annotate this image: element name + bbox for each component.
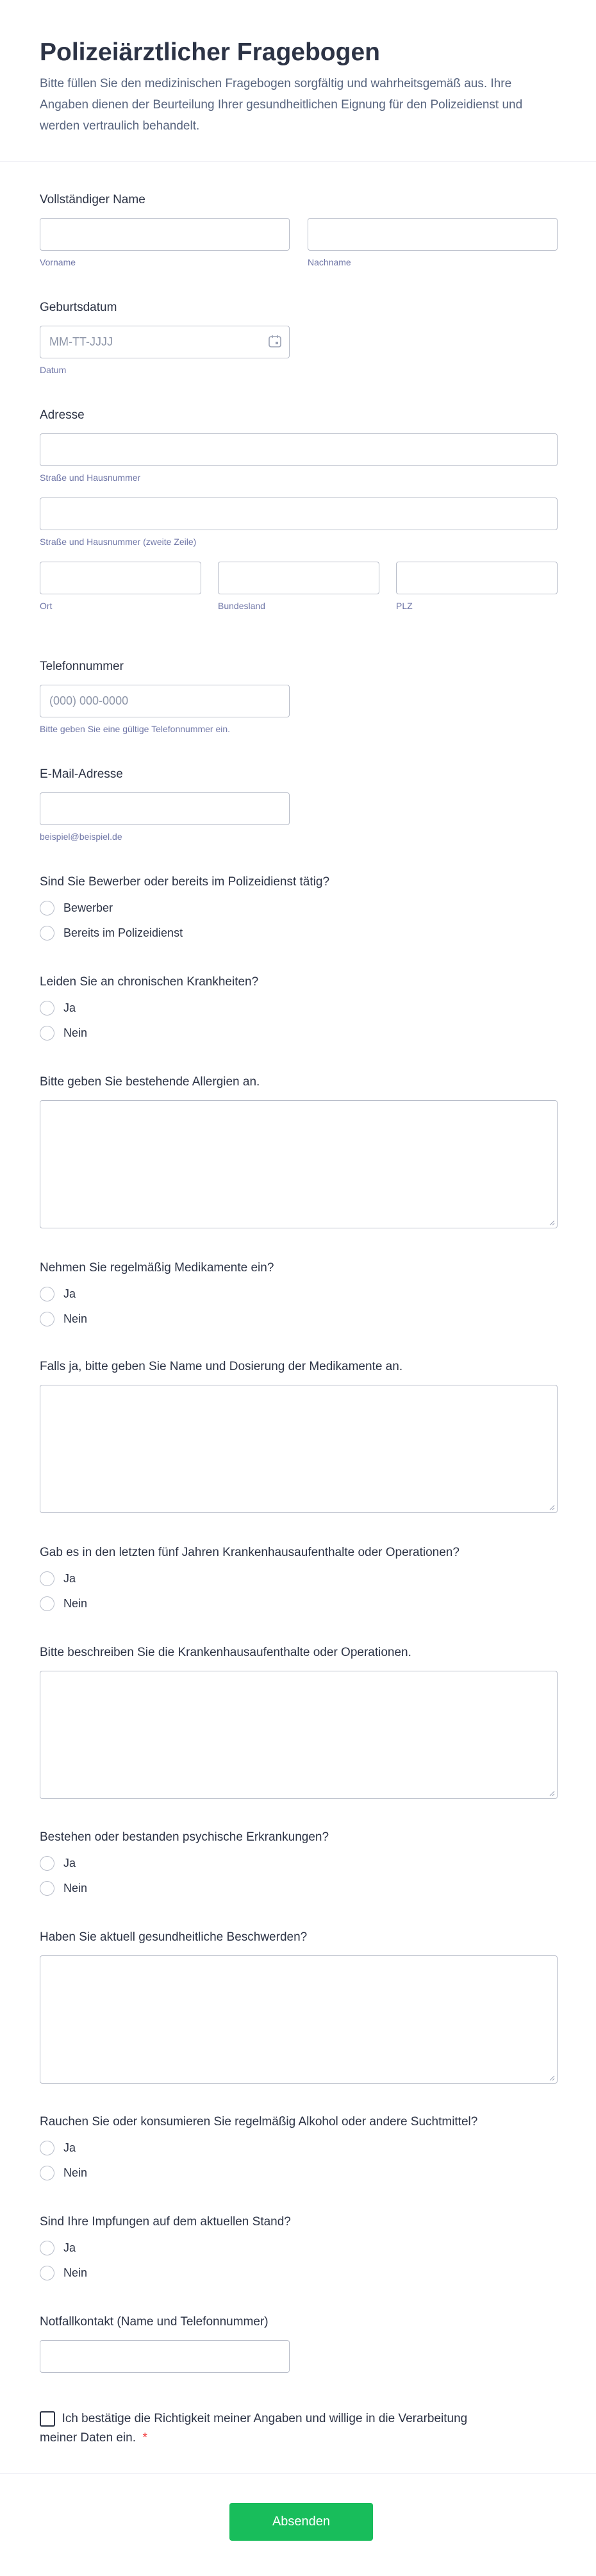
consent-text: Ich bestätige die Richtigkeit meiner Angaben und willige in die Verarbeitung meiner Daten ein. bbox=[40, 2412, 468, 2445]
radio-option[interactable] bbox=[40, 1311, 558, 1326]
radio-option[interactable] bbox=[40, 925, 558, 941]
first-name-sublabel: Vorname bbox=[40, 257, 76, 267]
radio-option[interactable] bbox=[40, 900, 558, 916]
radio-label: Bewerber bbox=[63, 901, 113, 914]
hospital-detail-label: Bitte beschreiben Sie die Krankenhausaufenthalte oder Operationen. bbox=[40, 1646, 411, 1659]
emergency-label: Notfallkontakt (Name und Telefonnummer) bbox=[40, 2315, 269, 2329]
state-sublabel: Bundesland bbox=[218, 601, 265, 611]
phone-field bbox=[40, 659, 558, 735]
address-field bbox=[40, 408, 558, 612]
chronic-label: Leiden Sie an chronischen Krankheiten? bbox=[40, 975, 259, 989]
radio-label: Nein bbox=[63, 1596, 88, 1610]
radio-button[interactable] bbox=[40, 2141, 54, 2155]
zip-input[interactable] bbox=[396, 562, 558, 594]
email-label: E-Mail-Adresse bbox=[40, 767, 123, 781]
phone-sublabel: Bitte geben Sie eine gültige Telefonnummer ein. bbox=[40, 724, 231, 734]
birthdate-sublabel: Datum bbox=[40, 365, 67, 375]
radio-button[interactable] bbox=[40, 1001, 54, 1016]
radio-option[interactable] bbox=[40, 2140, 558, 2155]
street-input[interactable] bbox=[40, 433, 558, 466]
state-input[interactable] bbox=[218, 562, 379, 594]
phone-label: Telefonnummer bbox=[40, 660, 124, 673]
complaints-textarea[interactable] bbox=[40, 1955, 558, 2084]
radio-label: Nein bbox=[63, 1881, 88, 1894]
chronic-question bbox=[40, 974, 558, 1050]
psych-label: Bestehen oder bestanden psychische Erkrankungen? bbox=[40, 1830, 329, 1844]
radio-label: Nein bbox=[63, 1312, 88, 1325]
birthdate-input[interactable]: MM-TT-JJJJ bbox=[40, 326, 290, 358]
resize-handle-icon[interactable] bbox=[549, 1504, 555, 1510]
street2-input[interactable] bbox=[40, 498, 558, 530]
radio-button[interactable] bbox=[40, 1596, 54, 1611]
last-name-input[interactable] bbox=[308, 218, 558, 251]
allergies-question bbox=[40, 1075, 558, 1228]
radio-option[interactable] bbox=[40, 1000, 558, 1016]
name-field bbox=[40, 192, 558, 268]
radio-option[interactable] bbox=[40, 1596, 558, 1611]
radio-option[interactable] bbox=[40, 1880, 558, 1896]
radio-button[interactable] bbox=[40, 1571, 54, 1586]
resize-handle-icon[interactable] bbox=[549, 1219, 555, 1226]
zip-sublabel: PLZ bbox=[396, 601, 413, 611]
consent-text-block bbox=[40, 2409, 488, 2448]
required-mark: * bbox=[142, 2431, 147, 2445]
radio-button[interactable] bbox=[40, 1312, 54, 1326]
consent-field bbox=[40, 2409, 488, 2448]
meds-detail-textarea[interactable] bbox=[40, 1385, 558, 1513]
radio-option[interactable] bbox=[40, 1855, 558, 1871]
radio-button[interactable] bbox=[40, 1026, 54, 1041]
radio-label: Ja bbox=[63, 1856, 76, 1869]
radio-button[interactable] bbox=[40, 1881, 54, 1896]
radio-option[interactable] bbox=[40, 2165, 558, 2180]
allergies-label: Bitte geben Sie bestehende Allergien an. bbox=[40, 1075, 260, 1089]
radio-label: Ja bbox=[63, 1001, 76, 1014]
name-label: Vollständiger Name bbox=[40, 193, 145, 206]
complaints-question bbox=[40, 1930, 558, 2084]
hospital-detail-textarea[interactable] bbox=[40, 1671, 558, 1799]
vaccination-question bbox=[40, 2214, 558, 2290]
radio-label: Bereits im Polizeidienst bbox=[63, 926, 183, 939]
radio-option[interactable] bbox=[40, 2265, 558, 2280]
birthdate-field bbox=[40, 300, 558, 376]
email-input[interactable] bbox=[40, 792, 290, 825]
radio-label: Ja bbox=[63, 1571, 76, 1585]
radio-option[interactable] bbox=[40, 1571, 558, 1586]
radio-label: Ja bbox=[63, 1287, 76, 1300]
calendar-icon[interactable] bbox=[268, 334, 282, 348]
resize-handle-icon[interactable] bbox=[549, 1790, 555, 1796]
consent-checkbox[interactable] bbox=[40, 2411, 55, 2427]
radio-button[interactable] bbox=[40, 926, 54, 941]
resize-handle-icon[interactable] bbox=[549, 2075, 555, 2081]
radio-option[interactable] bbox=[40, 2240, 558, 2255]
radio-label: Ja bbox=[63, 2241, 76, 2254]
emergency-field bbox=[40, 2314, 558, 2373]
page-title: Polizeiärztlicher Fragebogen bbox=[40, 38, 380, 66]
radio-button[interactable] bbox=[40, 1856, 54, 1871]
emergency-input[interactable] bbox=[40, 2340, 290, 2373]
radio-option[interactable] bbox=[40, 1286, 558, 1301]
status-label: Sind Sie Bewerber oder bereits im Polizeidienst tätig? bbox=[40, 875, 330, 889]
radio-button[interactable] bbox=[40, 901, 54, 916]
street2-sublabel: Straße und Hausnummer (zweite Zeile) bbox=[40, 537, 197, 547]
email-sublabel: beispiel@beispiel.de bbox=[40, 832, 122, 842]
radio-button[interactable] bbox=[40, 1287, 54, 1301]
radio-button[interactable] bbox=[40, 2241, 54, 2255]
radio-label: Nein bbox=[63, 2166, 88, 2179]
radio-label: Nein bbox=[63, 2266, 88, 2279]
radio-button[interactable] bbox=[40, 2266, 54, 2280]
submit-button[interactable]: Absenden bbox=[229, 2503, 373, 2541]
complaints-label: Haben Sie aktuell gesundheitliche Beschwerden? bbox=[40, 1930, 308, 1944]
meds-label: Nehmen Sie regelmäßig Medikamente ein? bbox=[40, 1261, 274, 1275]
hospital-detail-question bbox=[40, 1645, 558, 1799]
address-label: Adresse bbox=[40, 408, 85, 422]
vaccination-label: Sind Ihre Impfungen auf dem aktuellen Stand? bbox=[40, 2215, 291, 2229]
allergies-textarea[interactable] bbox=[40, 1100, 558, 1228]
meds-detail-question bbox=[40, 1359, 558, 1513]
city-sublabel: Ort bbox=[40, 601, 53, 611]
last-name-sublabel: Nachname bbox=[308, 257, 351, 267]
hospital-label: Gab es in den letzten fünf Jahren Krankenhausaufenthalte oder Operationen? bbox=[40, 1546, 459, 1559]
radio-label: Nein bbox=[63, 1026, 88, 1039]
email-field bbox=[40, 767, 558, 842]
form-header bbox=[0, 0, 596, 162]
meds-detail-label: Falls ja, bitte geben Sie Name und Dosierung der Medikamente an. bbox=[40, 1360, 403, 1373]
phone-input[interactable]: (000) 000-0000 bbox=[40, 685, 290, 717]
addiction-label: Rauchen Sie oder konsumieren Sie regelmäßig Alkohol oder andere Suchtmittel? bbox=[40, 2115, 478, 2129]
psych-question bbox=[40, 1830, 558, 1905]
radio-label: Ja bbox=[63, 2141, 76, 2154]
radio-option[interactable] bbox=[40, 1025, 558, 1041]
city-input[interactable] bbox=[40, 562, 201, 594]
addiction-question bbox=[40, 2114, 558, 2190]
street-sublabel: Straße und Hausnummer bbox=[40, 473, 141, 483]
status-question bbox=[40, 874, 558, 950]
first-name-input[interactable] bbox=[40, 218, 290, 251]
radio-button[interactable] bbox=[40, 2166, 54, 2180]
birthdate-label: Geburtsdatum bbox=[40, 301, 117, 314]
form-description: Bitte füllen Sie den medizinischen Fragebogen sorgfältig und wahrheitsgemäß aus. Ihre Angaben dienen der Beurteilung Ihrer gesundheitlichen Eignung für den Polizeidienst und werden vertraulich behandelt. bbox=[40, 77, 523, 133]
hospital-question bbox=[40, 1545, 558, 1621]
meds-question bbox=[40, 1260, 558, 1336]
